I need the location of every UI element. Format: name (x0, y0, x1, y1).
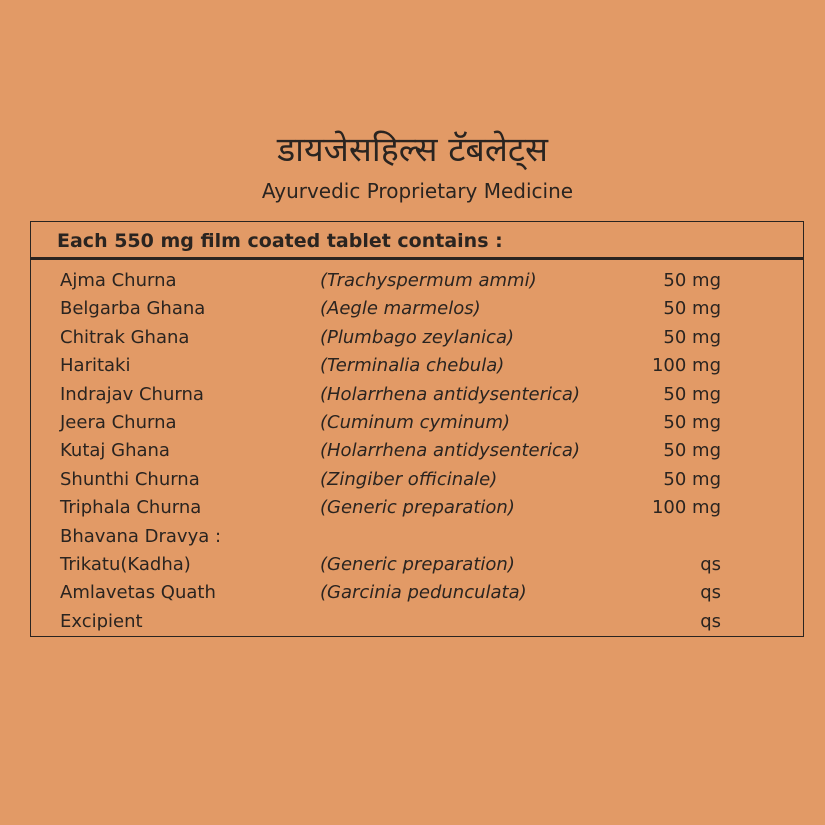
ingredient-name: Trikatu(Kadha) (60, 553, 191, 575)
ingredient-name: Shunthi Churna (60, 468, 200, 490)
ingredient-botanical: (Zingiber officinale) (320, 468, 498, 490)
ingredient-quantity: 50 mg (663, 468, 721, 490)
ingredient-name: Jeera Churna (60, 411, 177, 433)
ingredient-quantity: 50 mg (663, 326, 721, 348)
ingredient-row (31, 551, 803, 579)
ingredient-row (31, 466, 803, 494)
ingredient-row (31, 324, 803, 352)
ingredient-row (31, 437, 803, 465)
ingredient-name: Belgarba Ghana (60, 298, 206, 320)
ingredient-quantity: 100 mg (651, 497, 721, 519)
ingredient-quantity: qs (700, 582, 721, 604)
ingredient-row (31, 295, 803, 323)
ingredient-row (31, 494, 803, 522)
ingredient-row (31, 409, 803, 437)
ingredient-quantity: 50 mg (663, 383, 721, 405)
ingredient-name: Excipient (60, 610, 143, 632)
ingredient-botanical: (Cuminum cyminum) (320, 411, 511, 433)
product-title-hindi: डायजेसहिल्स टॅबलेट्स (276, 130, 549, 170)
ingredient-botanical: (Garcinia pedunculata) (320, 582, 527, 604)
ingredient-botanical: (Aegle marmelos) (320, 298, 481, 320)
ingredient-name: Indrajav Churna (60, 383, 204, 405)
ingredient-quantity: 100 mg (651, 355, 721, 377)
ingredient-quantity: 50 mg (663, 411, 721, 433)
ingredient-botanical: (Generic preparation) (320, 553, 515, 575)
ingredient-row (31, 608, 803, 636)
ingredient-row (31, 267, 803, 295)
product-subtitle: Ayurvedic Proprietary Medicine (261, 179, 574, 203)
ingredient-row (31, 381, 803, 409)
composition-heading: Each 550 mg film coated tablet contains : (57, 230, 503, 252)
ingredient-quantity: 50 mg (663, 298, 721, 320)
ingredient-row (31, 523, 803, 551)
ingredient-name: Triphala Churna (60, 497, 202, 519)
ingredient-name: Amlavetas Quath (60, 582, 216, 604)
ingredient-row (31, 352, 803, 380)
ingredient-name: Kutaj Ghana (60, 440, 170, 462)
ingredient-botanical: (Plumbago zeylanica) (320, 326, 515, 348)
ingredient-quantity: qs (700, 610, 721, 632)
ingredient-quantity: 50 mg (663, 270, 721, 291)
composition-box (30, 221, 804, 637)
ingredient-quantity: qs (700, 553, 721, 575)
ingredient-botanical: (Holarrhena antidysenterica) (320, 440, 580, 462)
ingredient-row (31, 579, 803, 607)
ingredient-botanical: (Terminalia chebula) (320, 355, 505, 377)
ingredient-name: Chitrak Ghana (60, 326, 190, 348)
ingredient-quantity: 50 mg (663, 440, 721, 462)
heading-divider (31, 257, 803, 260)
ingredient-name: Haritaki (60, 355, 131, 377)
ingredient-botanical: (Holarrhena antidysenterica) (320, 383, 580, 405)
ingredient-botanical: (Trachyspermum ammi) (320, 270, 537, 291)
ingredient-list (31, 267, 803, 636)
ingredient-name: Ajma Churna (60, 270, 177, 291)
ingredient-botanical: (Generic preparation) (320, 497, 515, 519)
ingredient-name: Bhavana Dravya : (60, 525, 222, 547)
